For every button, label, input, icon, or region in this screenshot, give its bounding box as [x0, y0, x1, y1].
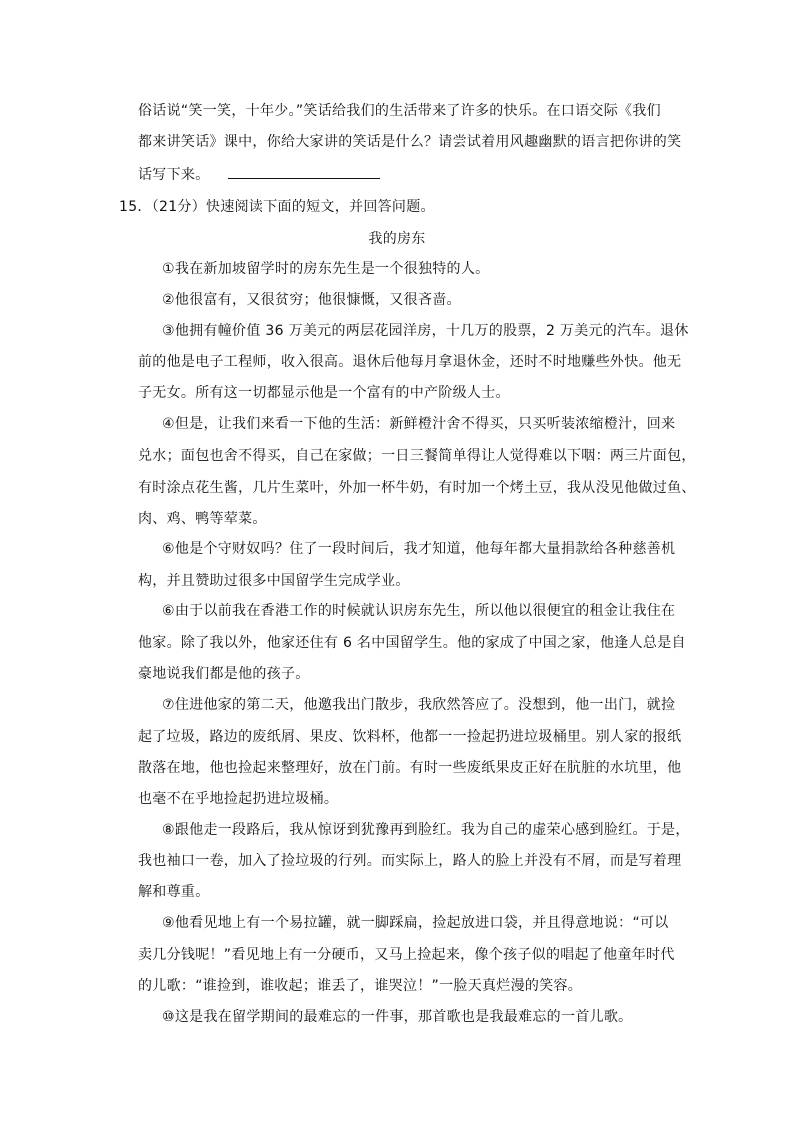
passage-line: 前的他是电子工程师，收入很高。退休后他每月拿退休金，还时不时地赚些外快。他无 [138, 354, 682, 370]
passage-line: ⑨他看见地上有一个易拉罐，就一脚踩扁，捡起放进口袋，并且得意地说：“可以 [162, 915, 669, 931]
passage-line: 的儿歌：“谁捡到，谁收起；谁丢了，谁哭泣！”一脸天真烂漫的笑容。 [138, 978, 583, 994]
passage-line: 起了垃圾，路边的废纸屑、果皮、饮料杯，他都一一捡起扔进垃圾桶里。别人家的报纸 [138, 729, 682, 745]
passage-line: ①我在新加坡留学时的房东先生是一个很独特的人。 [162, 261, 490, 277]
passage-line: 也毫不在乎地捡起扔进垃圾桶。 [138, 791, 339, 807]
passage-line: ⑥由于以前我在香港工作的时候就认识房东先生，所以他以很便宜的租金让我住在 [162, 603, 676, 619]
passage-line: 有时涂点花生酱，几片生菜叶，外加一杯牛奶，有时加一个烤土豆，我从没见他做过鱼、 [138, 480, 696, 496]
passage-line: ⑥他是个守财奴吗？住了一段时间后，我才知道，他每年都大量捐款给各种慈善机 [162, 541, 676, 557]
passage-line: 我也袖口一卷，加入了捡垃圾的行列。而实际上，路人的脸上并没有不屑，而是写着理 [138, 853, 682, 869]
passage-line: ⑧跟他走一段路后，我从惊讶到犹豫再到脸红。我为自己的虚荣心感到脸红。于是， [162, 822, 690, 838]
passage-line: ②他很富有，又很贫穷；他很慷慨，又很吝啬。 [162, 292, 461, 308]
q14-line-3 [138, 164, 380, 185]
passage-line: 兑水；面包也舍不得买，自己在家做；一日三餐简单得让人觉得难以下咽：两三片面包， [138, 448, 696, 464]
passage-line: ③他拥有幢价值 36 万美元的两层花园洋房，十几万的股票，2 万美元的汽车。退休 [162, 323, 689, 339]
q14-line-1: 俗话说“笑一笑，十年少。”笑话给我们的生活带来了许多的快乐。在口语交际《我们 [138, 103, 661, 119]
passage-title: 我的房东 [368, 231, 426, 247]
passage-line: ⑩这是我在留学期间的最难忘的一件事，那首歌也是我最难忘的一首儿歌。 [162, 1009, 633, 1025]
answer-blank[interactable] [228, 164, 380, 179]
passage-line: 构，并且赞助过很多中国留学生完成学业。 [138, 573, 410, 589]
passage-line: ④但是，让我们来看一下他的生活：新鲜橙汁舍不得买，只买听装浓缩橙汁，回来 [162, 416, 676, 432]
passage-line: 他家。除了我以外，他家还住有 6 名中国留学生。他的家成了中国之家，他逢人总是自 [138, 635, 686, 651]
q14-line-2: 都来讲笑话》课中，你给大家讲的笑话是什么？请尝试着用风趣幽默的语言把你讲的笑 [138, 134, 682, 150]
passage-line: 散落在地，他也捡起来整理好，放在门前。有时一些废纸果皮正好在肮脏的水坑里，他 [138, 760, 682, 776]
passage-line: 卖几分钱呢！”看见地上有一分硬币，又马上捡起来，像个孩子似的唱起了他童年时代 [138, 947, 675, 963]
q15-header: 15．（21分）快速阅读下面的短文，并回答问题。 [119, 199, 435, 215]
passage-line: 子无女。所有这一切都显示他是一个富有的中产阶级人士。 [138, 385, 510, 401]
passage-line: 豪地说我们都是他的孩子。 [138, 666, 310, 682]
passage-line: ⑦住进他家的第二天，他邀我出门散步，我欣然答应了。没想到，他一出门，就捡 [162, 697, 676, 713]
passage-line: 解和尊重。 [138, 884, 210, 900]
passage-line: 肉、鸡、鸭等荤菜。 [138, 511, 267, 527]
q14-line-3-text: 话写下来。 [138, 167, 210, 183]
